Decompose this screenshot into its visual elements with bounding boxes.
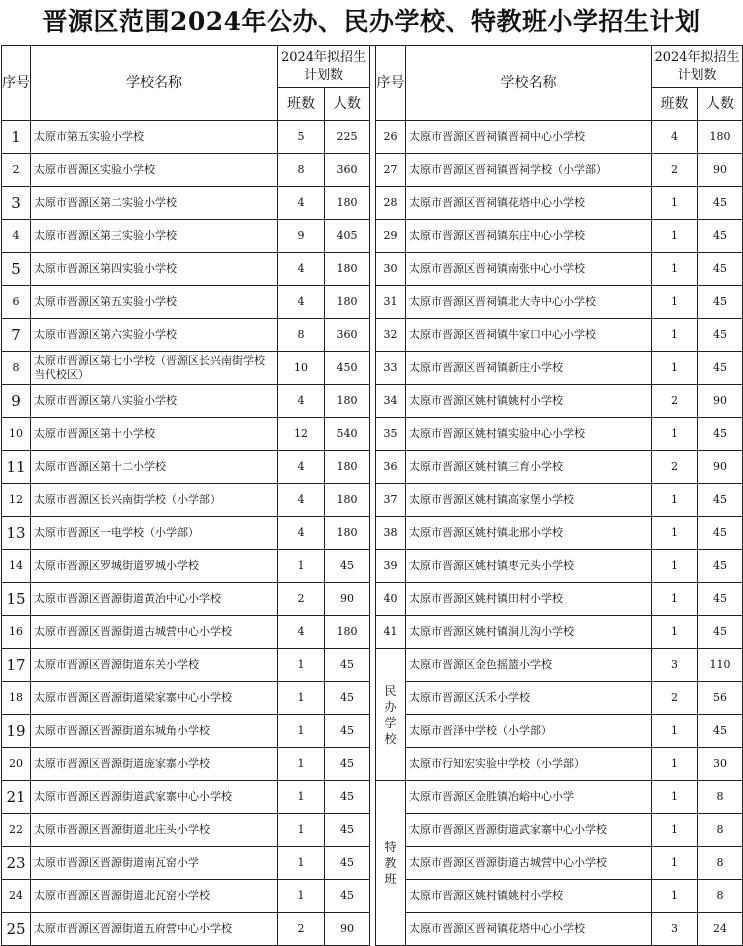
row-people-right: 8	[698, 847, 743, 880]
row-people-right: 45	[698, 715, 743, 748]
row-classes-right: 2	[652, 154, 698, 187]
row-classes: 4	[278, 517, 325, 550]
row-school-name-right: 太原市晋源区姚村镇高家堡小学校	[406, 484, 652, 517]
row-people: 45	[325, 880, 370, 913]
row-seq-right: 28	[376, 187, 406, 220]
row-people-right: 45	[698, 616, 743, 649]
row-seq: 2	[2, 154, 31, 187]
row-seq: 17	[2, 649, 31, 682]
row-people: 180	[325, 616, 370, 649]
row-school-name: 太原市晋源区晋源街道东关小学校	[31, 649, 278, 682]
row-seq: 4	[2, 220, 31, 253]
row-school-name: 太原市晋源区第十小学校	[31, 418, 278, 451]
row-classes: 2	[278, 913, 325, 946]
row-people: 45	[325, 748, 370, 781]
row-school-name: 太原市晋源区长兴南街学校（小学部）	[31, 484, 278, 517]
row-classes: 12	[278, 418, 325, 451]
row-school-name: 太原市晋源区晋源街道古城营中心小学校	[31, 616, 278, 649]
row-school-name: 太原市晋源区晋源街道武家寨中心小学校	[31, 781, 278, 814]
header-seq: 序号	[2, 46, 31, 121]
row-classes: 8	[278, 319, 325, 352]
row-classes: 1	[278, 715, 325, 748]
row-school-name-right: 太原市晋源区晋源街道古城营中心小学校	[406, 847, 652, 880]
row-classes: 4	[278, 286, 325, 319]
row-classes: 1	[278, 814, 325, 847]
row-school-name-right: 太原市晋源区晋祠镇北大寺中心小学校	[406, 286, 652, 319]
row-seq: 3	[2, 187, 31, 220]
row-classes-right: 1	[652, 352, 698, 385]
row-classes-right: 1	[652, 583, 698, 616]
row-school-name: 太原市晋源区晋源街道东城角小学校	[31, 715, 278, 748]
row-classes-right: 1	[652, 220, 698, 253]
row-people: 180	[325, 187, 370, 220]
row-people-right: 24	[698, 913, 743, 946]
row-classes: 1	[278, 748, 325, 781]
row-people: 225	[325, 121, 370, 154]
row-seq: 25	[2, 913, 31, 946]
row-school-name: 太原市晋源区晋源街道南瓦窑小学	[31, 847, 278, 880]
row-seq-right: 32	[376, 319, 406, 352]
row-school-name-right: 太原市晋源区金色摇篮小学校	[406, 649, 652, 682]
row-classes: 8	[278, 154, 325, 187]
row-people: 90	[325, 583, 370, 616]
row-people: 45	[325, 781, 370, 814]
row-people: 45	[325, 682, 370, 715]
header-people: 人数	[325, 88, 370, 121]
row-classes-right: 1	[652, 286, 698, 319]
row-school-name-right: 太原市晋源区晋祠镇花塔中心小学校	[406, 187, 652, 220]
row-school-name: 太原市晋源区一电学校（小学部）	[31, 517, 278, 550]
row-school-name-right: 太原市晋源区晋祠镇南张中心小学校	[406, 253, 652, 286]
row-school-name: 太原市晋源区晋源街道庞家寨小学校	[31, 748, 278, 781]
row-people-right: 45	[698, 220, 743, 253]
row-school-name: 太原市第五实验小学校	[31, 121, 278, 154]
row-seq-right: 34	[376, 385, 406, 418]
row-school-name: 太原市晋源区晋源街道北瓦窑小学校	[31, 880, 278, 913]
row-seq: 20	[2, 748, 31, 781]
row-seq-right: 41	[376, 616, 406, 649]
page-title: 晋源区范围2024年公办、民办学校、特教班小学招生计划	[42, 7, 701, 36]
row-classes-right: 1	[652, 550, 698, 583]
row-seq-right: 39	[376, 550, 406, 583]
row-people-right: 8	[698, 781, 743, 814]
row-seq: 18	[2, 682, 31, 715]
row-people-right: 45	[698, 187, 743, 220]
row-people-right: 45	[698, 550, 743, 583]
row-people-right: 180	[698, 121, 743, 154]
row-classes-right: 1	[652, 517, 698, 550]
row-school-name-right: 太原市晋源区姚村镇三育小学校	[406, 451, 652, 484]
row-seq-right: 30	[376, 253, 406, 286]
header-plan-2024-right: 2024年拟招生计划数	[652, 46, 743, 88]
row-school-name: 太原市晋源区第五实验小学校	[31, 286, 278, 319]
header-classes: 班数	[278, 88, 325, 121]
row-school-name-right: 太原市晋源区晋祠镇晋祠中心小学校	[406, 121, 652, 154]
row-classes: 4	[278, 616, 325, 649]
row-school-name-right: 太原市晋源区晋祠镇牛家口中心小学校	[406, 319, 652, 352]
row-seq: 11	[2, 451, 31, 484]
row-seq-right: 35	[376, 418, 406, 451]
row-people-right: 56	[698, 682, 743, 715]
row-classes: 4	[278, 484, 325, 517]
row-classes-right: 1	[652, 418, 698, 451]
row-people-right: 45	[698, 583, 743, 616]
enrollment-table	[1, 45, 743, 946]
row-seq: 1	[2, 121, 31, 154]
row-people-right: 90	[698, 154, 743, 187]
row-people: 180	[325, 286, 370, 319]
row-classes-right: 1	[652, 253, 698, 286]
row-classes-right: 1	[652, 814, 698, 847]
row-people: 180	[325, 484, 370, 517]
row-school-name-right: 太原市晋源区姚村镇姚村小学校	[406, 880, 652, 913]
row-classes: 1	[278, 682, 325, 715]
row-school-name-right: 太原市晋源区晋祠镇东庄中心小学校	[406, 220, 652, 253]
row-school-name: 太原市晋源区晋源街道五府营中心小学校	[31, 913, 278, 946]
row-people: 180	[325, 517, 370, 550]
row-classes: 1	[278, 649, 325, 682]
row-seq: 16	[2, 616, 31, 649]
row-school-name-right: 太原市晋源区姚村镇洞儿沟小学校	[406, 616, 652, 649]
header-classes-right: 班数	[652, 88, 698, 121]
row-seq: 24	[2, 880, 31, 913]
row-seq: 23	[2, 847, 31, 880]
row-people: 45	[325, 550, 370, 583]
row-school-name-right: 太原市晋源区姚村镇田村小学校	[406, 583, 652, 616]
table-body	[2, 121, 743, 946]
header-plan-2024: 2024年拟招生计划数	[278, 46, 370, 88]
row-classes: 4	[278, 385, 325, 418]
row-seq: 22	[2, 814, 31, 847]
row-classes-right: 1	[652, 748, 698, 781]
row-school-name: 太原市晋源区实验小学校	[31, 154, 278, 187]
row-school-name: 太原市晋源区第十二小学校	[31, 451, 278, 484]
row-seq: 21	[2, 781, 31, 814]
row-people-right: 45	[698, 253, 743, 286]
row-seq: 9	[2, 385, 31, 418]
row-people: 45	[325, 715, 370, 748]
row-school-name: 太原市晋源区第七小学校（晋源区长兴南街学校当代校区）	[31, 352, 278, 385]
row-school-name-right: 太原市晋源区金胜镇冶峪中心小学	[406, 781, 652, 814]
row-people: 180	[325, 451, 370, 484]
table-row	[2, 121, 743, 154]
row-classes: 4	[278, 253, 325, 286]
row-school-name: 太原市晋源区晋源街道梁家寨中心小学校	[31, 682, 278, 715]
row-seq-right: 38	[376, 517, 406, 550]
row-people: 540	[325, 418, 370, 451]
row-people-right: 90	[698, 451, 743, 484]
header-school-name: 学校名称	[31, 46, 278, 121]
row-classes-right: 2	[652, 451, 698, 484]
row-classes-right: 4	[652, 121, 698, 154]
row-people: 45	[325, 814, 370, 847]
row-seq: 19	[2, 715, 31, 748]
row-classes-right: 3	[652, 649, 698, 682]
row-school-name: 太原市晋源区第八实验小学校	[31, 385, 278, 418]
row-people: 405	[325, 220, 370, 253]
row-people-right: 45	[698, 352, 743, 385]
row-classes-right: 2	[652, 682, 698, 715]
row-seq-right: 27	[376, 154, 406, 187]
row-classes-right: 1	[652, 616, 698, 649]
row-classes: 9	[278, 220, 325, 253]
row-classes-right: 1	[652, 880, 698, 913]
row-school-name: 太原市晋源区第三实验小学校	[31, 220, 278, 253]
row-school-name-right: 太原市行知宏实验中学校（小学部）	[406, 748, 652, 781]
row-school-name-right: 太原市晋源区沃禾小学校	[406, 682, 652, 715]
row-classes-right: 1	[652, 781, 698, 814]
row-people-right: 90	[698, 385, 743, 418]
row-seq: 14	[2, 550, 31, 583]
row-school-name: 太原市晋源区晋源街道黄冶中心小学校	[31, 583, 278, 616]
row-people: 180	[325, 253, 370, 286]
row-school-name-right: 太原市晋源区晋祠镇晋祠学校（小学部）	[406, 154, 652, 187]
row-people: 360	[325, 319, 370, 352]
row-seq-right: 33	[376, 352, 406, 385]
header-people-right: 人数	[698, 88, 743, 121]
row-classes-right: 1	[652, 187, 698, 220]
row-classes-right: 1	[652, 715, 698, 748]
row-school-name-right: 太原市晋源区姚村镇实验中心小学校	[406, 418, 652, 451]
row-seq-right: 40	[376, 583, 406, 616]
row-people-right: 110	[698, 649, 743, 682]
row-people-right: 8	[698, 814, 743, 847]
row-classes: 4	[278, 187, 325, 220]
row-school-name: 太原市晋源区第四实验小学校	[31, 253, 278, 286]
row-people: 360	[325, 154, 370, 187]
row-people: 90	[325, 913, 370, 946]
row-school-name-right: 太原市晋泽中学校（小学部）	[406, 715, 652, 748]
category-private: 民 办 学 校	[376, 649, 406, 781]
row-school-name: 太原市晋源区第六实验小学校	[31, 319, 278, 352]
row-school-name-right: 太原市晋源区晋祠镇花塔中心小学校	[406, 913, 652, 946]
row-classes: 1	[278, 550, 325, 583]
row-classes: 2	[278, 583, 325, 616]
row-school-name: 太原市晋源区晋源街道北庄头小学校	[31, 814, 278, 847]
row-seq: 12	[2, 484, 31, 517]
row-seq-right: 37	[376, 484, 406, 517]
row-seq-right: 29	[376, 220, 406, 253]
row-seq: 8	[2, 352, 31, 385]
row-people-right: 45	[698, 484, 743, 517]
row-seq: 15	[2, 583, 31, 616]
row-seq: 13	[2, 517, 31, 550]
row-classes-right: 3	[652, 913, 698, 946]
row-people-right: 45	[698, 286, 743, 319]
row-classes-right: 1	[652, 847, 698, 880]
row-seq: 10	[2, 418, 31, 451]
row-seq-right: 31	[376, 286, 406, 319]
row-school-name: 太原市晋源区第二实验小学校	[31, 187, 278, 220]
row-classes: 1	[278, 781, 325, 814]
category-special: 特 教 班	[376, 781, 406, 946]
row-seq: 5	[2, 253, 31, 286]
row-school-name-right: 太原市晋源区晋祠镇新庄小学校	[406, 352, 652, 385]
row-people-right: 8	[698, 880, 743, 913]
row-seq-right: 26	[376, 121, 406, 154]
row-classes-right: 1	[652, 484, 698, 517]
row-classes: 1	[278, 880, 325, 913]
row-people: 45	[325, 649, 370, 682]
row-school-name: 太原市晋源区罗城街道罗城小学校	[31, 550, 278, 583]
header-seq-right: 序号	[376, 46, 406, 121]
row-people-right: 45	[698, 319, 743, 352]
row-school-name-right: 太原市晋源区姚村镇北邢小学校	[406, 517, 652, 550]
row-people: 450	[325, 352, 370, 385]
row-seq: 7	[2, 319, 31, 352]
row-classes: 1	[278, 847, 325, 880]
row-classes: 5	[278, 121, 325, 154]
row-people-right: 45	[698, 418, 743, 451]
row-people: 180	[325, 385, 370, 418]
row-seq: 6	[2, 286, 31, 319]
row-school-name-right: 太原市晋源区姚村镇枣元头小学校	[406, 550, 652, 583]
row-people: 45	[325, 847, 370, 880]
row-classes-right: 2	[652, 385, 698, 418]
row-classes-right: 1	[652, 319, 698, 352]
row-people-right: 30	[698, 748, 743, 781]
row-seq-right: 36	[376, 451, 406, 484]
row-classes: 4	[278, 451, 325, 484]
row-school-name-right: 太原市晋源区晋源街道武家寨中心小学校	[406, 814, 652, 847]
row-school-name-right: 太原市晋源区姚村镇姚村小学校	[406, 385, 652, 418]
header-school-name-right: 学校名称	[406, 46, 652, 121]
row-classes: 10	[278, 352, 325, 385]
row-people-right: 45	[698, 517, 743, 550]
